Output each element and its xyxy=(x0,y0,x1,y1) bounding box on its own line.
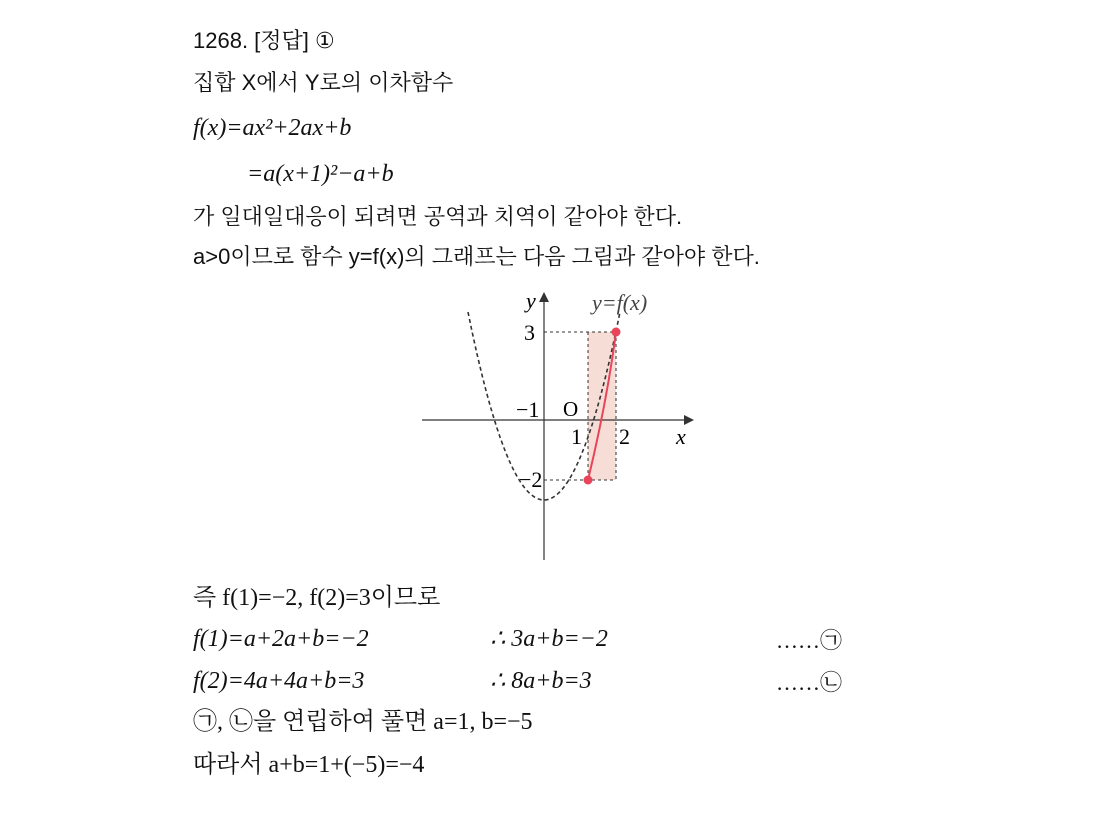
curve-label: y=f(x) xyxy=(592,290,648,315)
point-1-neg2 xyxy=(584,476,593,485)
tick-label-y3: 3 xyxy=(524,320,535,345)
tick-label-neg2: −2 xyxy=(519,467,543,492)
text-line-1: 집합 X에서 Y로의 이차함수 xyxy=(193,70,454,95)
text-line-2: 가 일대일대응이 되려면 공역과 치역이 같아야 한다. xyxy=(193,204,683,229)
problem-title: 1268. [정답] ① xyxy=(193,28,335,53)
equation-line-3: f(1)=a+2a+b=−2 xyxy=(193,626,369,652)
equation-line-2: =a(x+1)²−a+b xyxy=(247,161,394,187)
equation-line-4: f(2)=4a+4a+b=3 xyxy=(193,668,365,694)
text-line-6: 따라서 a+b=1+(−5)=−4 xyxy=(193,752,425,778)
origin-label: O xyxy=(563,397,579,421)
x-axis-label: x xyxy=(676,424,686,449)
tick-label-neg1: −1 xyxy=(516,397,540,422)
equation-line-1: f(x)=ax²+2ax+b xyxy=(193,115,352,141)
y-axis-label: y xyxy=(526,288,536,313)
tick-label-x1: 1 xyxy=(571,424,582,449)
equation-line-4-result: ∴ 8a+b=3 xyxy=(490,668,592,694)
text-line-4: 즉 f(1)=−2, f(2)=3이므로 xyxy=(193,585,441,611)
graph-figure xyxy=(420,282,720,572)
point-2-3 xyxy=(612,328,621,337)
tick-label-x2: 2 xyxy=(619,424,630,449)
equation-line-3-result: ∴ 3a+b=−2 xyxy=(490,626,608,652)
text-line-3: a>0이므로 함수 y=f(x)의 그래프는 다음 그림과 같아야 한다. xyxy=(193,244,760,269)
equation-marker-2: ……㉡ xyxy=(776,670,843,695)
text-line-5: ㉠, ㉡을 연립하여 풀면 a=1, b=−5 xyxy=(193,709,533,735)
equation-marker-1: ……㉠ xyxy=(776,628,843,653)
y-axis-arrow xyxy=(539,292,549,302)
